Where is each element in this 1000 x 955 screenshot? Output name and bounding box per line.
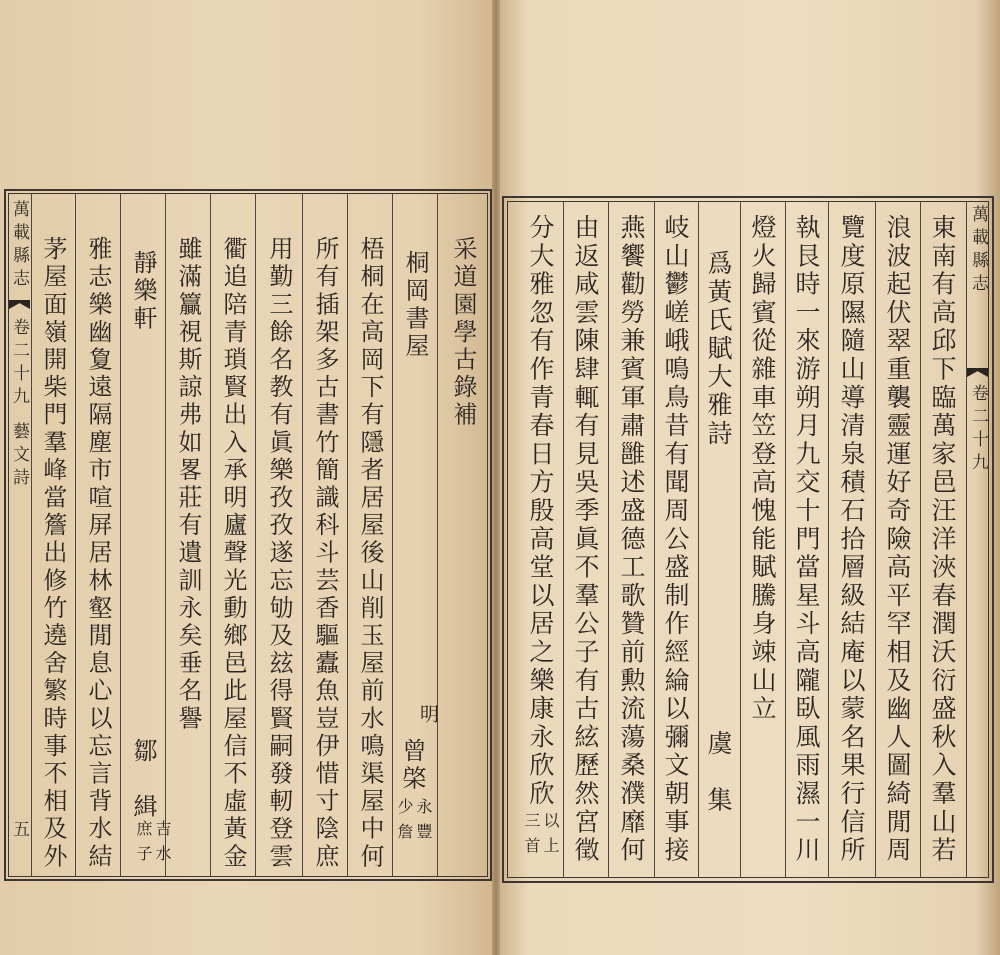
margin-volume: 卷二十九 <box>968 384 988 476</box>
poem-text-column: 浪波起伏翠重襲靈運好奇險高平罕相及幽人圖綺閒周 <box>883 214 912 865</box>
book-gutter <box>492 0 500 955</box>
poem-text-column: 東南有高邱下臨萬家邑汪洋浹春潤沃衍盛秋入羣山若 <box>928 214 957 865</box>
poem-text-column: 雖滿籯視斯諒弗如畧莊有遺訓永矣垂名譽 <box>174 236 202 733</box>
author-note <box>133 820 173 870</box>
margin-book-title: 萬載縣志 <box>968 205 988 297</box>
poem-count-note <box>521 812 561 862</box>
poem-text-column: 衢追陪青瑣賢出入承明廬聲光動鄉邑此屋信不虛黃金 <box>219 236 247 871</box>
author-name: 鄒 緝 <box>129 738 157 821</box>
author-note <box>394 798 434 848</box>
column-rule <box>966 201 967 878</box>
poem-text-column: 覽度原隰隨山導清泉積石拾層級結庵以蒙名果行信所 <box>837 214 866 865</box>
author-note-line: 少詹 <box>395 798 414 848</box>
poem-count-note-line: 以上 <box>541 812 560 862</box>
author-dynasty: 明 <box>417 704 439 726</box>
poem-text-column: 岐山鬱嵯峨鳴鳥昔有聞周公盛制作經綸以彌文朝事接 <box>661 214 690 865</box>
column-rule <box>437 193 438 877</box>
poem-text-column: 茅屋面嶺開柴門羣峰當簷出修竹遶舍繁時事不相及外 <box>39 236 67 871</box>
poem-text-column: 分大雅忽有作青春日方殷高堂以居之樂康永欣欣 <box>526 214 555 809</box>
margin-page-number: 五 <box>9 820 29 843</box>
poem-text-column: 由返咸雲陳肆輒有見吳季眞不羣公子有古絃歷然宮徵 <box>571 214 600 865</box>
poem-title-column: 爲黃氏賦大雅詩 <box>704 250 733 449</box>
author-note-line: 庶子 <box>134 820 153 870</box>
margin-book-title: 萬載縣志 <box>9 200 29 292</box>
margin-volume: 卷二十九 <box>9 318 29 410</box>
author-name: 曾棨 <box>398 738 426 794</box>
poem-text-column: 執艮時一來游朔月九交十門當星斗高隴臥風雨濕一川 <box>792 214 821 865</box>
poem-text-column: 所有插架多古書竹簡識科斗芸香驅蠹魚豈伊惜寸陰庶 <box>311 236 339 871</box>
poem-title-column: 桐岡書屋 <box>401 250 429 361</box>
author-note-line: 吉水 <box>153 820 172 870</box>
poem-title-column: 靜樂軒 <box>129 250 157 333</box>
poem-text-column: 燕饗勸勞兼賓軍肅雝述盛德工歌贊前勲流蕩桑濮靡何 <box>617 214 646 865</box>
author-name: 虞 集 <box>704 730 733 815</box>
poem-text-column: 燈火歸賓從雜車笠登高愧能賦騰身竦山立 <box>748 214 777 724</box>
poem-count-note-line: 三首 <box>522 812 541 862</box>
poem-text-column: 用勤三餘名教有眞樂孜孜遂忘劬及玆得賢嗣發軔登雲 <box>265 236 293 871</box>
author-note-line: 永豐 <box>414 798 433 848</box>
source-note-column: 采道園學古錄補 <box>449 236 477 430</box>
poem-text-column: 梧桐在高岡下有隱者居屋後山削玉屋前水鳴渠屋中何 <box>356 236 384 871</box>
margin-section: 藝文詩 <box>9 422 29 491</box>
poem-text-column: 雅志樂幽夐遠隔塵市喧屏居林壑閒息心以忘言背水結 <box>84 236 112 871</box>
